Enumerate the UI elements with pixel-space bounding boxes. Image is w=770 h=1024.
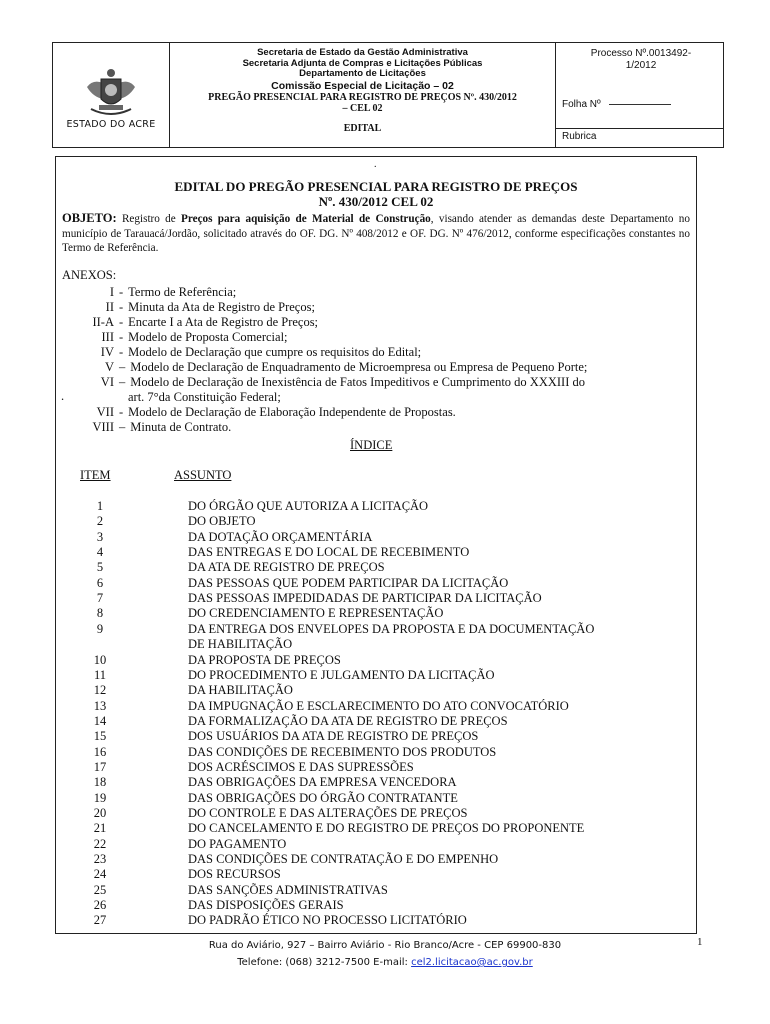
objeto-text-bold: Preços para aquisição de Material de Construção — [181, 213, 431, 225]
indice-item-subject: DAS CONDIÇÕES DE CONTRATAÇÃO E DO EMPENHO — [188, 852, 499, 867]
anexo-text: art. 7°da Constituição Federal; — [128, 390, 281, 404]
indice-item-number: 24 — [93, 867, 107, 882]
document-footer — [0, 937, 770, 971]
indice-item-number: 12 — [93, 683, 107, 698]
anexo-item — [62, 345, 421, 360]
indice-item-subject: DOS ACRÉSCIMOS E DAS SUPRESSÕES — [188, 759, 414, 774]
processo-number — [562, 48, 720, 71]
rubrica-label: Rubrica — [562, 131, 597, 142]
indice-item-subject: DO ÓRGÃO QUE AUTORIZA A LICITAÇÃO — [188, 499, 429, 513]
indice-item-subject: DO CREDENCIAMENTO E REPRESENTAÇÃO — [188, 606, 444, 621]
anexo-text: Minuta de Contrato. — [130, 420, 232, 434]
indice-item-subject: DO PROCEDIMENTO E JULGAMENTO DA LICITAÇÃO — [188, 667, 495, 682]
anexo-text: Minuta da Ata de Registro de Preços; — [128, 300, 315, 314]
document-header — [52, 42, 724, 148]
indice-item-subject: DO PAGAMENTO — [188, 836, 287, 851]
indice-item-subject: DA PROPOSTA DE PREÇOS — [188, 652, 341, 667]
indice-item-subject: DAS SANÇÕES ADMINISTRATIVAS — [188, 882, 388, 897]
indice-item-subject: DE HABILITAÇÃO — [188, 637, 293, 652]
indice-item-number: 1 — [96, 499, 104, 513]
header-logo-cell — [53, 43, 170, 147]
anexo-number: II — [105, 300, 114, 314]
document-body — [55, 156, 697, 934]
anexo-separator: - — [119, 345, 124, 359]
anexo-item — [62, 285, 236, 300]
header-line-3: Departamento de Licitações — [299, 68, 426, 79]
header-title-cell — [170, 43, 555, 147]
anexo-number: IV — [100, 345, 114, 359]
indice-item-subject: DAS DISPOSIÇÕES GERAIS — [188, 898, 344, 913]
title-line-2: Nº. 430/2012 CEL 02 — [318, 194, 434, 209]
anexo-item — [62, 405, 456, 420]
indice-item-number: 5 — [96, 560, 104, 575]
indice-item-number: 21 — [93, 821, 107, 836]
indice-item-number: 23 — [93, 852, 107, 867]
indice-item-number: 10 — [93, 652, 107, 667]
indice-item-subject: DA FORMALIZAÇÃO DA ATA DE REGISTRO DE PREÇOS — [188, 713, 508, 728]
anexo-text: Modelo de Declaração de Elaboração Independente de Propostas. — [128, 405, 456, 419]
header-line-5: PREGÃO PRESENCIAL PARA REGISTRO DE PREÇOS Nº. 430/2012 — [208, 91, 517, 103]
objeto-text-1: Registro de — [116, 213, 182, 225]
estado-label: ESTADO DO ACRE — [66, 119, 156, 130]
processo-year: 1/2012 — [625, 59, 657, 71]
anexo-item — [62, 315, 318, 330]
header-line-1: Secretaria de Estado da Gestão Administrativa — [257, 47, 468, 58]
anexo-text: Modelo de Proposta Comercial; — [128, 330, 288, 344]
indice-item-number: 14 — [93, 713, 107, 728]
indice-item-number: 17 — [93, 759, 107, 774]
indice-item-number: 2 — [96, 514, 104, 529]
anexo-separator: – — [119, 375, 126, 389]
indice-item-number: 9 — [96, 621, 104, 636]
anexo-number: II-A — [92, 315, 114, 329]
indice-item-subject: DO PADRÃO ÉTICO NO PROCESSO LICITATÓRIO — [188, 913, 467, 928]
anexo-separator: - — [119, 285, 124, 299]
anexo-text: Modelo de Declaração de Inexistência de Fatos Impeditivos e Cumprimento do XXXIII do — [130, 375, 585, 389]
indice-item-number: 7 — [96, 591, 104, 606]
indice-item-number: 11 — [93, 667, 107, 682]
indice-item-subject: DOS USUÁRIOS DA ATA DE REGISTRO DE PREÇOS — [188, 729, 479, 744]
indice-item-number: 19 — [93, 790, 107, 805]
indice-item-subject: DOS RECURSOS — [188, 867, 281, 882]
anexo-text: Encarte I a Ata de Registro de Preços; — [128, 315, 319, 329]
anexo-separator: – — [119, 420, 126, 434]
header-line-4: Comissão Especial de Licitação – 02 — [271, 79, 454, 92]
page-number: 1 — [697, 936, 703, 948]
acre-state-coat-of-arms-icon — [83, 65, 139, 119]
document-title — [56, 179, 696, 209]
divider — [556, 128, 724, 129]
anexo-separator: – — [119, 360, 126, 374]
indice-item-subject: DAS PESSOAS QUE PODEM PARTICIPAR DA LICITAÇÃO — [188, 575, 509, 590]
anexo-number: I — [109, 285, 114, 299]
indice-item-number: 26 — [93, 898, 107, 913]
header-line-7: EDITAL — [343, 122, 382, 134]
folha-blank — [609, 104, 671, 105]
indice-item-subject: DA ATA DE REGISTRO DE PREÇOS — [188, 560, 385, 575]
anexos-heading: ANEXOS: — [62, 268, 117, 282]
anexo-item — [62, 375, 585, 390]
indice-item-subject: DA HABILITAÇÃO — [188, 683, 293, 698]
stray-mark: . — [61, 389, 65, 403]
column-header-assunto: ASSUNTO — [174, 468, 232, 482]
indice-item-subject: DA DOTAÇÃO ORÇAMENTÁRIA — [188, 529, 373, 544]
indice-item-number: 13 — [93, 698, 107, 713]
header-process-cell — [555, 43, 724, 147]
footer-email-link[interactable]: cel2.licitacao@ac.gov.br — [411, 957, 533, 968]
indice-item-number: 16 — [93, 744, 107, 759]
indice-item-subject: DO CANCELAMENTO E DO REGISTRO DE PREÇOS DO PROPONENTE — [188, 821, 585, 836]
indice-item-subject: DAS OBRIGAÇÕES DA EMPRESA VENCEDORA — [188, 775, 457, 790]
anexo-number: VIII — [92, 420, 114, 434]
indice-item-number: 27 — [93, 913, 107, 928]
objeto-label: OBJETO: — [62, 211, 117, 225]
indice-item-subject: DO OBJETO — [188, 514, 256, 529]
anexo-item — [128, 390, 281, 405]
indice-item-number: 18 — [93, 775, 107, 790]
anexo-item — [62, 330, 288, 345]
anexo-separator: - — [119, 315, 124, 329]
column-header-item: ITEM — [80, 468, 111, 482]
footer-address: Rua do Aviário, 927 – Bairro Aviário - Rio Branco/Acre - CEP 69900-830 — [208, 940, 562, 951]
indice-heading: ÍNDICE — [350, 438, 393, 452]
folha-field — [562, 99, 671, 110]
header-line-6: – CEL 02 — [342, 103, 383, 114]
anexo-item — [62, 420, 231, 435]
anexo-number: III — [101, 330, 114, 344]
anexo-item — [62, 300, 315, 315]
folha-label: Folha Nº — [562, 99, 601, 110]
anexo-separator: - — [119, 300, 124, 314]
objeto-paragraph — [62, 211, 690, 256]
objeto-text-2: , visando atender as demandas deste Departamento no município de Tarauacá/Jordão, solicitado através do OF. DG. Nº 408/2012 e OF. DG. Nº 476/2012, conforme especificações constantes no Termo de Referência. — [62, 213, 690, 255]
indice-item-number: 4 — [96, 545, 104, 560]
indice-item-number: 3 — [96, 529, 104, 544]
indice-item-subject: DA IMPUGNAÇÃO E ESCLARECIMENTO DO ATO CONVOCATÓRIO — [188, 698, 569, 713]
footer-contact — [0, 954, 770, 971]
anexo-text: Termo de Referência; — [128, 285, 237, 299]
header-line-2: Secretaria Adjunta de Compras e Licitações Públicas — [242, 57, 483, 69]
anexo-number: V — [104, 360, 114, 374]
indice-item-number: 22 — [93, 836, 107, 851]
indice-item-subject: DAS OBRIGAÇÕES DO ÓRGÃO CONTRATANTE — [188, 790, 458, 805]
anexo-item — [62, 360, 587, 375]
anexo-number: VI — [100, 375, 114, 389]
indice-item-subject: DAS PESSOAS IMPEDIDADAS DE PARTICIPAR DA LICITAÇÃO — [188, 591, 542, 606]
indice-item-subject: DA ENTREGA DOS ENVELOPES DA PROPOSTA E DA DOCUMENTAÇÃO — [188, 621, 595, 636]
indice-item-number: 25 — [93, 882, 107, 897]
indice-item-subject: DAS ENTREGAS E DO LOCAL DE RECEBIMENTO — [188, 545, 470, 560]
stray-mark: . — [374, 159, 377, 170]
anexo-number: VII — [96, 405, 114, 419]
indice-item-subject: DAS CONDIÇÕES DE RECEBIMENTO DOS PRODUTOS — [188, 744, 497, 759]
anexo-text: Modelo de Declaração de Enquadramento de Microempresa ou Empresa de Pequeno Porte; — [130, 360, 588, 374]
indice-item-number: 20 — [93, 806, 107, 820]
anexo-separator: - — [119, 330, 124, 344]
indice-item-number: 8 — [96, 606, 104, 621]
title-line-1: EDITAL DO PREGÃO PRESENCIAL PARA REGISTRO DE PREÇOS — [174, 179, 578, 194]
footer-phone: Telefone: (068) 3212-7500 E-mail: — [237, 957, 412, 968]
anexo-separator: - — [119, 405, 124, 419]
anexo-text: Modelo de Declaração que cumpre os requisitos do Edital; — [128, 345, 422, 359]
indice-item-subject: DO CONTROLE E DAS ALTERAÇÕES DE PREÇOS — [188, 806, 468, 820]
indice-item-number: 6 — [96, 575, 104, 590]
processo-label: Processo Nº.0013492- — [590, 48, 692, 59]
indice-item-number: 15 — [93, 729, 107, 744]
